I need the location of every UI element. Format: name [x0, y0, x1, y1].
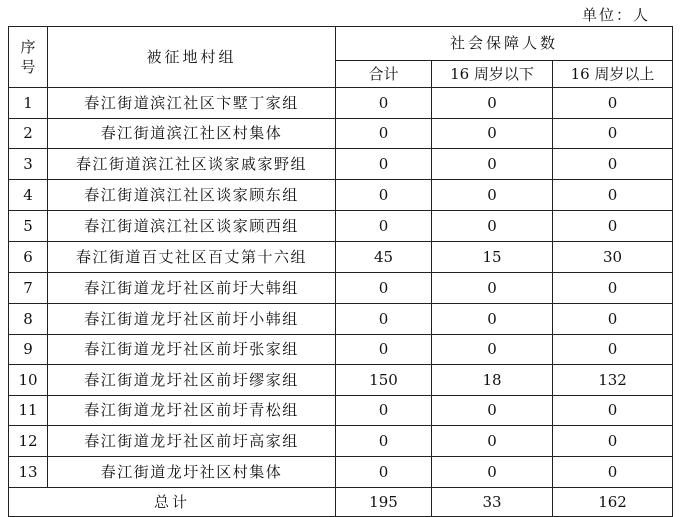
row-village-name: 春江街道龙圩社区前圩高家组 [48, 426, 336, 457]
table-row [9, 149, 673, 180]
table-row [9, 242, 673, 273]
row-under16: 0 [432, 180, 553, 211]
row-over16: 0 [553, 273, 673, 304]
header-col-total: 合计 [336, 61, 432, 88]
header-col-over16: 16 周岁以上 [553, 61, 673, 88]
row-no: 12 [9, 426, 48, 457]
header-row-top [9, 27, 673, 61]
header-col-under16: 16 周岁以下 [432, 61, 553, 88]
table-row [9, 396, 673, 426]
row-over16: 132 [553, 365, 673, 396]
row-under16: 0 [432, 304, 553, 335]
summary-total: 195 [336, 488, 432, 517]
row-over16: 0 [553, 211, 673, 242]
row-over16: 0 [553, 119, 673, 149]
row-no: 2 [9, 119, 48, 149]
row-total: 0 [336, 180, 432, 211]
row-total: 0 [336, 304, 432, 335]
row-no: 8 [9, 304, 48, 335]
row-total: 45 [336, 242, 432, 273]
summary-row [9, 488, 673, 517]
row-village-name: 春江街道龙圩社区前圩小韩组 [48, 304, 336, 335]
row-no: 7 [9, 273, 48, 304]
row-total: 0 [336, 457, 432, 488]
row-village-name: 春江街道百丈社区百丈第十六组 [48, 242, 336, 273]
table-row [9, 304, 673, 335]
row-under16: 0 [432, 457, 553, 488]
row-no: 3 [9, 149, 48, 180]
table-row [9, 335, 673, 365]
table-row [9, 365, 673, 396]
row-total: 150 [336, 365, 432, 396]
row-under16: 0 [432, 211, 553, 242]
row-over16: 30 [553, 242, 673, 273]
summary-under16: 33 [432, 488, 553, 517]
row-over16: 0 [553, 304, 673, 335]
row-over16: 0 [553, 149, 673, 180]
table-row [9, 119, 673, 149]
row-over16: 0 [553, 180, 673, 211]
row-no: 10 [9, 365, 48, 396]
row-over16: 0 [553, 396, 673, 426]
row-no: 6 [9, 242, 48, 273]
row-village-name: 春江街道龙圩社区前圩大韩组 [48, 273, 336, 304]
row-under16: 0 [432, 426, 553, 457]
row-no: 4 [9, 180, 48, 211]
summary-over16: 162 [553, 488, 673, 517]
table-row [9, 211, 673, 242]
row-village-name: 春江街道滨江社区谈家戚家野组 [48, 149, 336, 180]
row-total: 0 [336, 149, 432, 180]
row-village-name: 春江街道滨江社区谈家顾东组 [48, 180, 336, 211]
social-security-table [8, 26, 673, 517]
row-village-name: 春江街道滨江社区村集体 [48, 119, 336, 149]
unit-label: 单位：人 [581, 6, 650, 24]
row-village-name: 春江街道龙圩社区前圩张家组 [48, 335, 336, 365]
summary-label: 总计 [9, 488, 336, 517]
row-under16: 0 [432, 273, 553, 304]
row-under16: 0 [432, 396, 553, 426]
row-village-name: 春江街道龙圩社区村集体 [48, 457, 336, 488]
table-row [9, 273, 673, 304]
row-total: 0 [336, 396, 432, 426]
row-over16: 0 [553, 88, 673, 119]
header-village: 被征地村组 [48, 27, 336, 88]
row-no: 9 [9, 335, 48, 365]
row-total: 0 [336, 273, 432, 304]
row-over16: 0 [553, 457, 673, 488]
row-under16: 0 [432, 149, 553, 180]
row-under16: 15 [432, 242, 553, 273]
header-social-security: 社会保障人数 [336, 27, 673, 61]
header-seq-line1: 序 [20, 37, 36, 56]
row-over16: 0 [553, 335, 673, 365]
header-seq-line2: 号 [20, 58, 36, 76]
row-total: 0 [336, 119, 432, 149]
row-over16: 0 [553, 426, 673, 457]
table-row [9, 457, 673, 488]
row-village-name: 春江街道龙圩社区前圩青松组 [48, 396, 336, 426]
row-under16: 0 [432, 88, 553, 119]
table-row [9, 88, 673, 119]
row-village-name: 春江街道龙圩社区前圩缪家组 [48, 365, 336, 396]
row-no: 13 [9, 457, 48, 488]
row-no: 1 [9, 88, 48, 119]
row-under16: 18 [432, 365, 553, 396]
row-total: 0 [336, 88, 432, 119]
row-total: 0 [336, 426, 432, 457]
table-row [9, 426, 673, 457]
row-total: 0 [336, 211, 432, 242]
row-under16: 0 [432, 335, 553, 365]
row-village-name: 春江街道滨江社区谈家顾西组 [48, 211, 336, 242]
row-village-name: 春江街道滨江社区卞墅丁家组 [48, 88, 336, 119]
row-no: 5 [9, 211, 48, 242]
row-no: 11 [9, 396, 48, 426]
row-total: 0 [336, 335, 432, 365]
header-seq [9, 27, 48, 88]
row-under16: 0 [432, 119, 553, 149]
table-row [9, 180, 673, 211]
